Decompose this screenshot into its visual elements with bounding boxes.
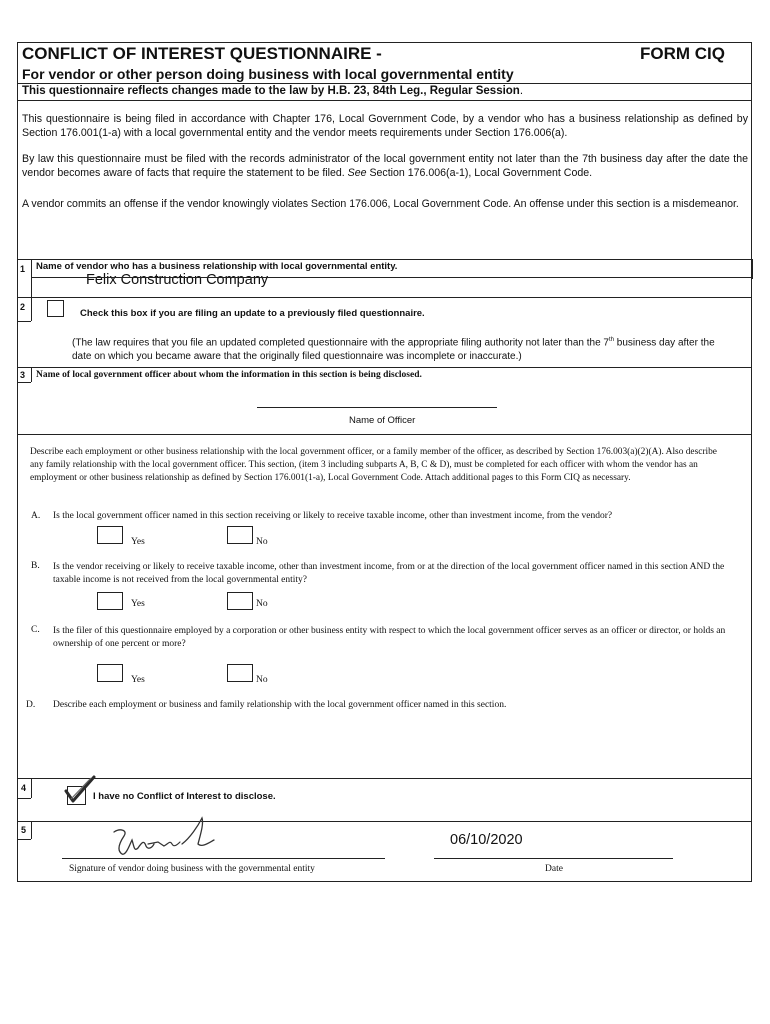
divider	[31, 297, 32, 321]
divider	[31, 367, 32, 382]
question-a-no-checkbox[interactable]	[227, 526, 253, 544]
divider	[17, 434, 752, 435]
section-5-number: 5	[21, 825, 27, 835]
question-c-text: Is the filer of this questionnaire employed by a corporation or other business entity with respect to which the local government officer serves as an officer or director, or holds an ownership of one percent or more?	[53, 626, 726, 649]
date-caption: Date	[545, 864, 563, 874]
update-checkbox[interactable]	[47, 300, 64, 317]
vendor-name-field[interactable]: Felix Construction Company	[86, 272, 269, 288]
question-c-no-checkbox[interactable]	[227, 664, 253, 682]
intro-paragraph-3: A vendor commits an offense if the vendor knowingly violates Section 176.006, Local Government Code. An offense under this section is a misdemeanor.	[22, 198, 739, 210]
date-line	[434, 858, 673, 859]
section-4-label: I have no Conflict of Interest to disclose.	[93, 791, 276, 802]
question-b-no-label: No	[256, 599, 268, 609]
section-2-label: Check this box if you are filing an update to a previously filed questionnaire.	[80, 308, 425, 319]
section-4-number: 4	[21, 783, 27, 793]
officer-name-caption: Name of Officer	[349, 415, 416, 426]
divider	[752, 259, 753, 279]
form-subtitle: For vendor or other person doing business with local governmental entity	[22, 66, 514, 82]
divider	[17, 839, 31, 840]
question-d-letter: D.	[26, 700, 36, 710]
section-3-description: Describe each employment or other business relationship with the local government officer, or a family member of the officer, as described by Section 176.003(a)(2)(A). Also describe any family relationship with the local government officer. This section, (item 3 including subparts A, B, C & D), must be completed for each officer with whom the vendor has an employment or other business relationship as defined by Section 176.001(1-a), Local Government Code. Attach additional pages to this Form CIQ as necessary.	[30, 447, 717, 483]
divider	[17, 297, 752, 298]
form-title: CONFLICT OF INTEREST QUESTIONNAIRE -	[22, 44, 382, 63]
signature-line	[62, 858, 385, 859]
section-3-label: Name of local government officer about whom the information in this section is being disclosed.	[36, 370, 422, 380]
divider	[31, 821, 32, 839]
section-1-number: 1	[20, 264, 26, 274]
question-d-text: Describe each employment or business and family relationship with the local government officer named in this section.	[53, 700, 507, 710]
question-b-letter: B.	[31, 561, 40, 571]
date-field[interactable]: 06/10/2020	[450, 832, 523, 848]
question-b-text: Is the vendor receiving or likely to receive taxable income, other than investment income, from or at the direction of the local government officer named in this section AND the taxable income is not received from the local governmental entity?	[53, 562, 725, 585]
law-note: This questionnaire reflects changes made to the law by H.B. 23, 84th Leg., Regular Session.	[22, 85, 524, 97]
signature-caption: Signature of vendor doing business with the governmental entity	[69, 864, 315, 874]
divider	[31, 259, 32, 297]
question-a-no-label: No	[256, 537, 268, 547]
vendor-signature[interactable]	[108, 814, 218, 860]
question-b-yes-checkbox[interactable]	[97, 592, 123, 610]
intro-paragraph-1: This questionnaire is being filed in accordance with Chapter 176, Local Government Code, by a vendor who has a business relationship as defined by Section 176.001(1-a) with a local governmental entity and the vendor meets requirements under Section 176.006(a).	[22, 113, 748, 139]
section-1-label: Name of vendor who has a business relationship with local governmental entity.	[36, 261, 398, 272]
divider	[17, 778, 752, 779]
question-c-no-label: No	[256, 675, 268, 685]
question-d-response-area[interactable]	[53, 718, 733, 776]
officer-name-field[interactable]	[257, 407, 497, 408]
question-b-no-checkbox[interactable]	[227, 592, 253, 610]
divider	[17, 367, 752, 368]
divider	[17, 83, 752, 84]
divider	[31, 277, 752, 278]
question-a-yes-checkbox[interactable]	[97, 526, 123, 544]
section-2-number: 2	[20, 302, 26, 312]
divider	[17, 798, 31, 799]
section-2-note: (The law requires that you file an updated completed questionnaire with the appropriate filing authority not later than the 7th business day after the date on which you became aware that the originally filed questionnaire was incomplete or inaccurate.)	[72, 337, 715, 362]
divider	[17, 321, 31, 322]
form-id: FORM CIQ	[640, 44, 725, 63]
question-c-yes-checkbox[interactable]	[97, 664, 123, 682]
question-a-yes-label: Yes	[131, 537, 145, 547]
divider	[31, 778, 32, 798]
question-a-letter: A.	[31, 511, 41, 521]
question-b-yes-label: Yes	[131, 599, 145, 609]
divider	[17, 100, 752, 101]
question-c-letter: C.	[31, 625, 40, 635]
divider	[17, 259, 752, 260]
section-3-number: 3	[20, 370, 26, 380]
divider	[17, 382, 31, 383]
question-a-text: Is the local government officer named in this section receiving or likely to receive taxable income, other than investment income, from the vendor?	[53, 511, 613, 521]
intro-paragraph-2: By law this questionnaire must be filed with the records administrator of the local government entity not later than the 7th business day after the date the vendor becomes aware of facts that require the statement to be filed. See Section 176.006(a-1), Local Government Code.	[22, 153, 748, 179]
question-c-yes-label: Yes	[131, 675, 145, 685]
